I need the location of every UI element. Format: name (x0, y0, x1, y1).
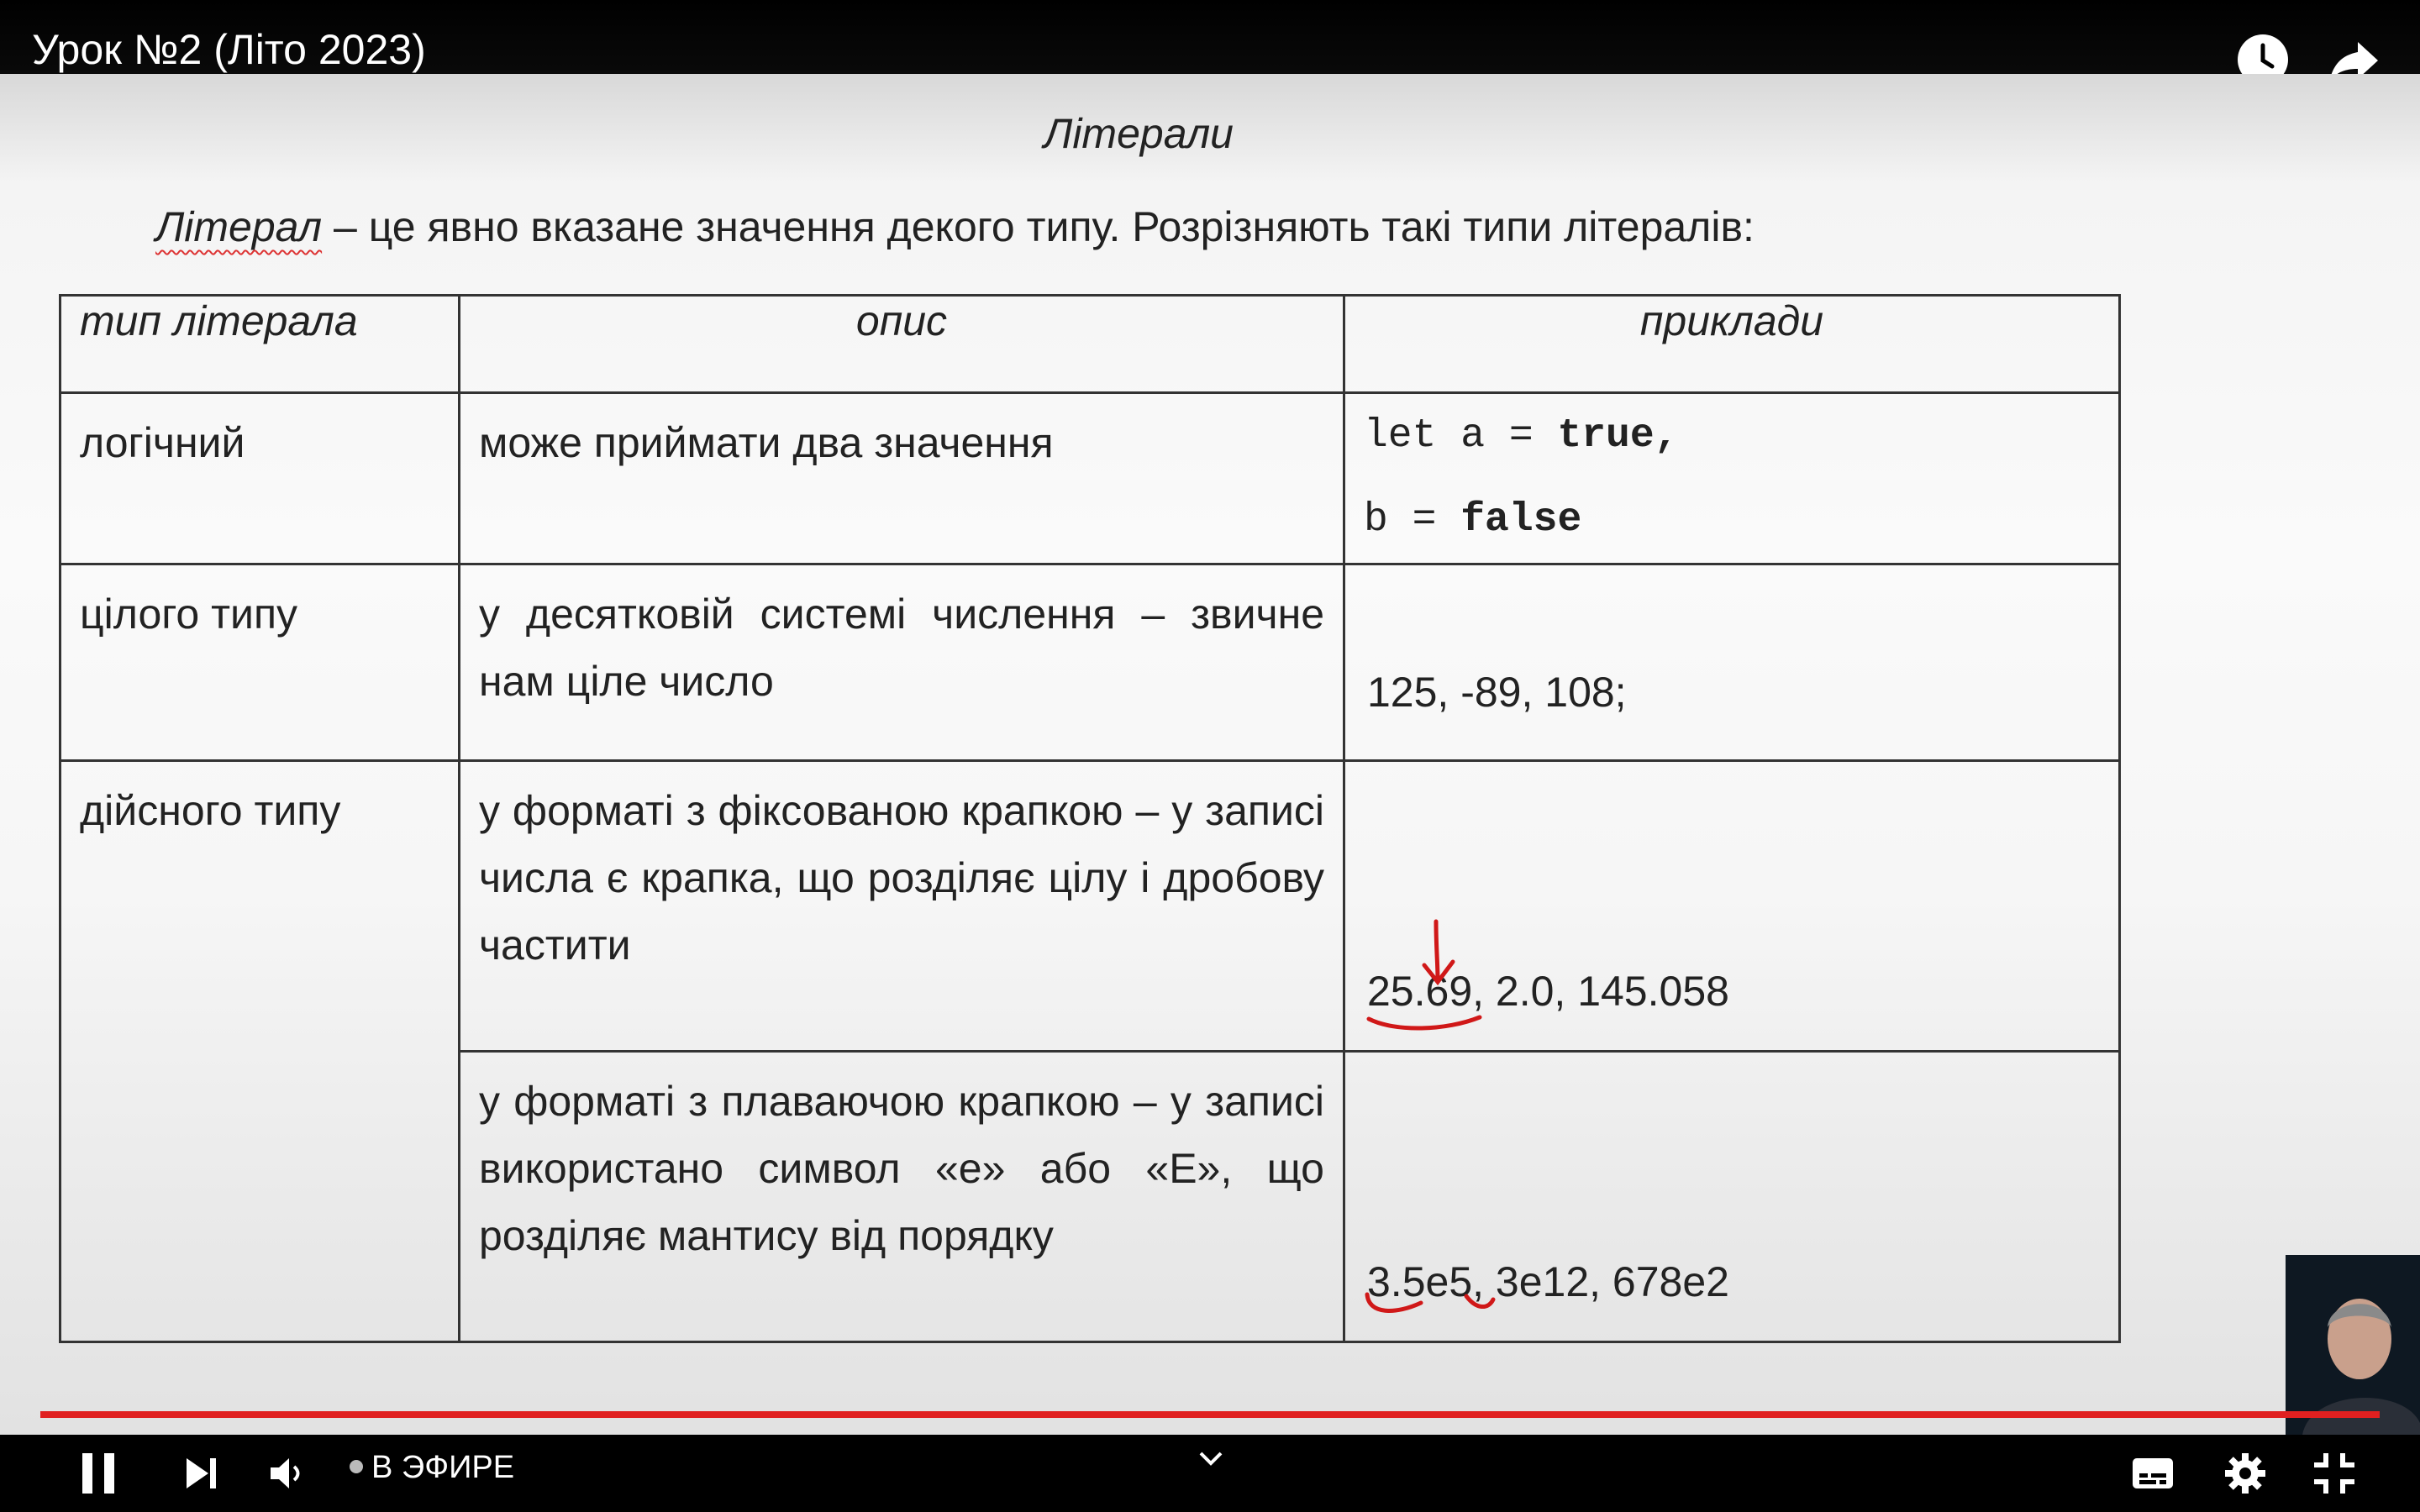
pen-annotation-underline (1354, 1284, 1522, 1343)
row-description: може приймати два значення (479, 419, 1054, 466)
code-keyword-true: true, (1557, 413, 1679, 459)
subtitles-icon[interactable] (2131, 1455, 2175, 1492)
intro-term: Літерал (155, 203, 323, 250)
live-dot (350, 1460, 363, 1473)
header-type: тип літерала (60, 296, 460, 393)
code-line2: b = (1364, 497, 1461, 543)
table-header-row (60, 296, 2120, 393)
header-description: опис (460, 296, 1344, 393)
pause-icon[interactable] (79, 1452, 118, 1495)
table-row (60, 393, 2120, 564)
code-line1: let a = (1364, 413, 1558, 459)
player-controls (0, 1435, 2420, 1512)
literals-table (59, 294, 2121, 1343)
row-example: 25.69, 2.0, 145.058 (1367, 968, 1729, 1015)
row-example-code (1345, 394, 2118, 562)
row-description: у форматі з плаваючою крапкою – у записі використано символ «е» або «Е», що розділяє мантису від порядку (479, 1078, 1324, 1259)
video-title[interactable]: Урок №2 (Літо 2023) (32, 26, 426, 73)
slide-intro (155, 202, 1754, 251)
pen-annotation-arrow (1354, 913, 1522, 1047)
row-type: логічний (80, 419, 245, 466)
intro-text: – це явно вказане значення декого типу. Розрізняють такі типи літералів: (322, 203, 1754, 250)
row-example: 3.5e5, 3e12, 678e2 (1367, 1258, 1729, 1305)
row-type: цілого типу (80, 591, 298, 638)
slide (0, 74, 2420, 1435)
player-top-bar (0, 0, 2420, 76)
exit-fullscreen-icon[interactable] (2312, 1452, 2356, 1495)
chevron-down-icon[interactable] (1197, 1448, 1225, 1468)
next-icon[interactable] (183, 1455, 220, 1492)
row-example: 125, -89, 108; (1367, 669, 1627, 716)
presenter-video-thumbnail[interactable] (2286, 1255, 2420, 1435)
header-examples: приклади (1344, 296, 2120, 393)
code-keyword-false: false (1460, 497, 1582, 543)
live-label[interactable]: В ЭФИРЕ (371, 1450, 515, 1485)
volume-icon[interactable] (267, 1455, 306, 1492)
progress-bar[interactable] (40, 1411, 2380, 1418)
table-row (60, 761, 2120, 1052)
settings-icon[interactable] (2223, 1452, 2267, 1495)
slide-title: Літерали (1044, 110, 1234, 157)
presenter-avatar (2286, 1255, 2420, 1435)
row-description: у форматі з фіксованою крапкою – у записі числа є крапка, що розділяє цілу і дробову частити (479, 787, 1324, 969)
row-type: дійсного типу (80, 787, 341, 834)
row-description: у десятковій системі числення – звичне нам ціле число (479, 591, 1324, 705)
table-row (60, 564, 2120, 761)
